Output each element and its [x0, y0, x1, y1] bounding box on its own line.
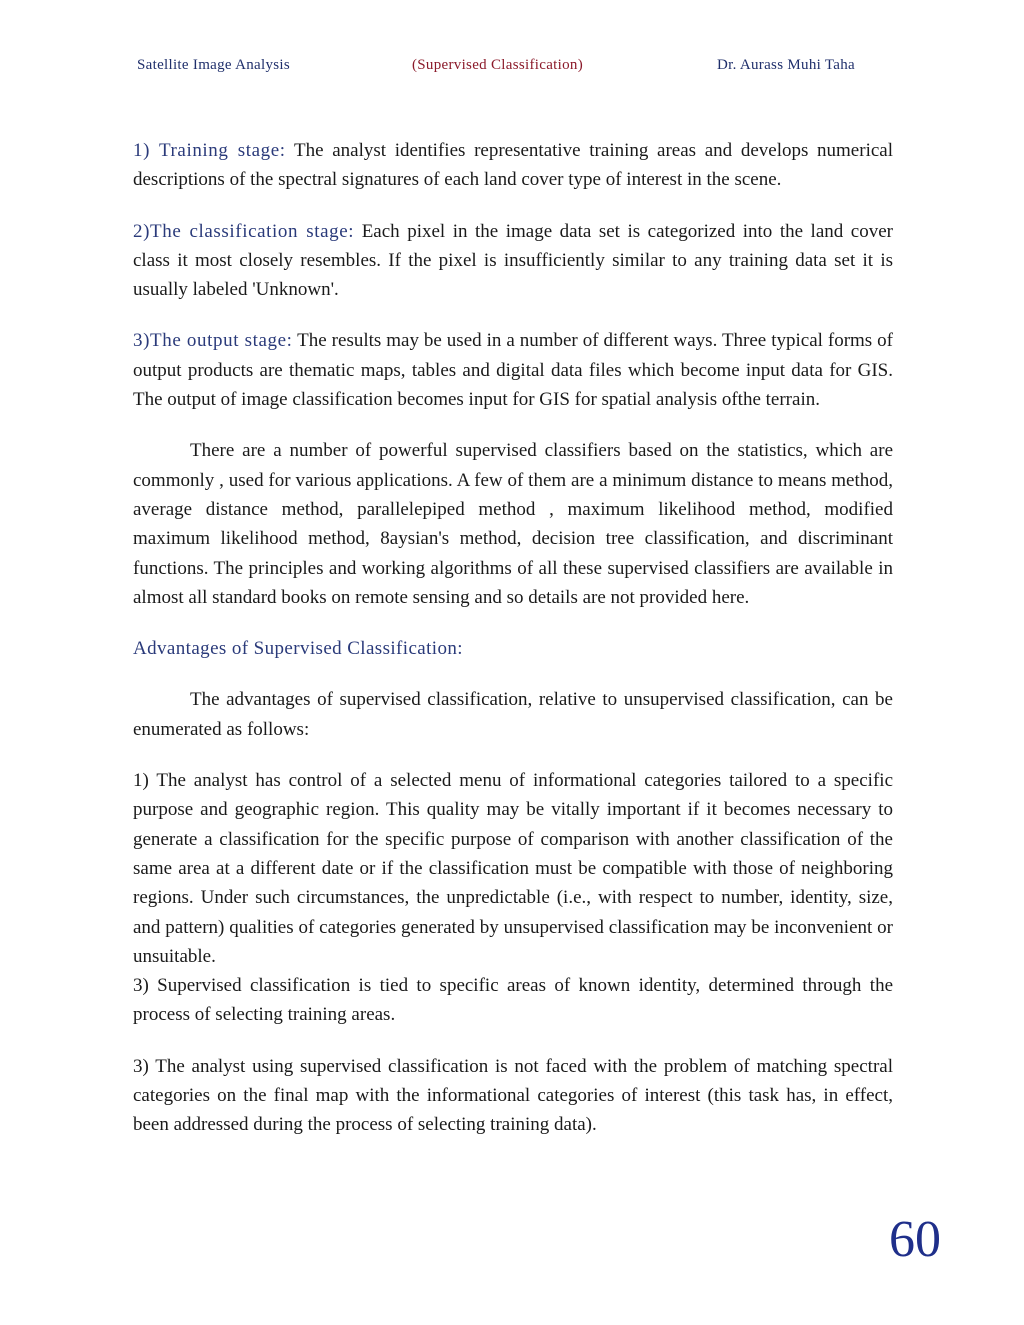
output-stage-text: The results may be used in a number of different ways. Three typical forms of output products are thematic maps, tables and digital data files which become input data for GIS. The output of image classification becomes input for GIS for spatial analysis ofthe terrain. [133, 330, 893, 411]
header-course-title: Satellite Image Analysis [137, 57, 291, 73]
page-number: 60 [889, 1211, 941, 1268]
classification-stage-paragraph [133, 217, 893, 305]
advantages-heading: Advantages of Supervised Classification: [133, 638, 463, 660]
advantage-item-1: 1) The analyst has control of a selected menu of informational categories tailored to a specific purpose and geographic region. This quality may be vitally important if it becomes necessary to generate a classification for the specific purpose of comparison with another classification of the same area at a different date or if the classification must be compatible with those of neighboring regions. Under such circumstances, the unpredictable (i.e., with respect to number, identity, size, and pattern) qualities of categories generated by unsupervised classification may be inconvenient or unsuitable. [133, 770, 893, 967]
page-body [133, 136, 893, 1162]
classification-stage-text: Each pixel in the image data set is categorized into the land cover class it most closely resembles. If the pixel is insufficiently similar to any training data set it is usually labeled 'Unknown'. [133, 220, 893, 301]
classification-stage-heading: 2)The classification stage: [133, 220, 355, 242]
advantage-item-3: 3) The analyst using supervised classification is not faced with the problem of matching spectral categories on the final map with the informational categories of interest (this task has, in effect, been addressed during the process of selecting training data). [133, 1055, 893, 1136]
advantage-item-2: 3) Supervised classification is tied to specific areas of known identity, determined through the process of selecting training areas. [133, 975, 893, 1026]
training-stage-text: The analyst identifies representative training areas and develops numerical descriptions of the spectral signatures of each land cover type of interest in the scene. [133, 140, 893, 191]
classifiers-paragraph: There are a number of powerful supervised classifiers based on the statistics, which are commonly , used for various applications. A few of them are a minimum distance to means method, average distance method, parallelepiped method , maximum likelihood method, modified maximum likelihood method, 8aysian's method, decision tree classification, and discriminant functions. The principles and working algorithms of all these supervised classifiers are available in almost all standard books on remote sensing and so details are not provided here. [133, 440, 893, 608]
training-stage-heading: 1) Training stage: [133, 140, 286, 161]
header-topic: (Supervised Classification) [412, 57, 583, 73]
output-stage-paragraph [133, 326, 893, 414]
output-stage-heading: 3)The output stage: [133, 330, 293, 352]
header-author: Dr. Aurass Muhi Taha [717, 57, 855, 73]
advantages-intro: The advantages of supervised classification, relative to unsupervised classification, can be enumerated as follows: [133, 689, 893, 740]
training-stage-paragraph [133, 136, 893, 195]
